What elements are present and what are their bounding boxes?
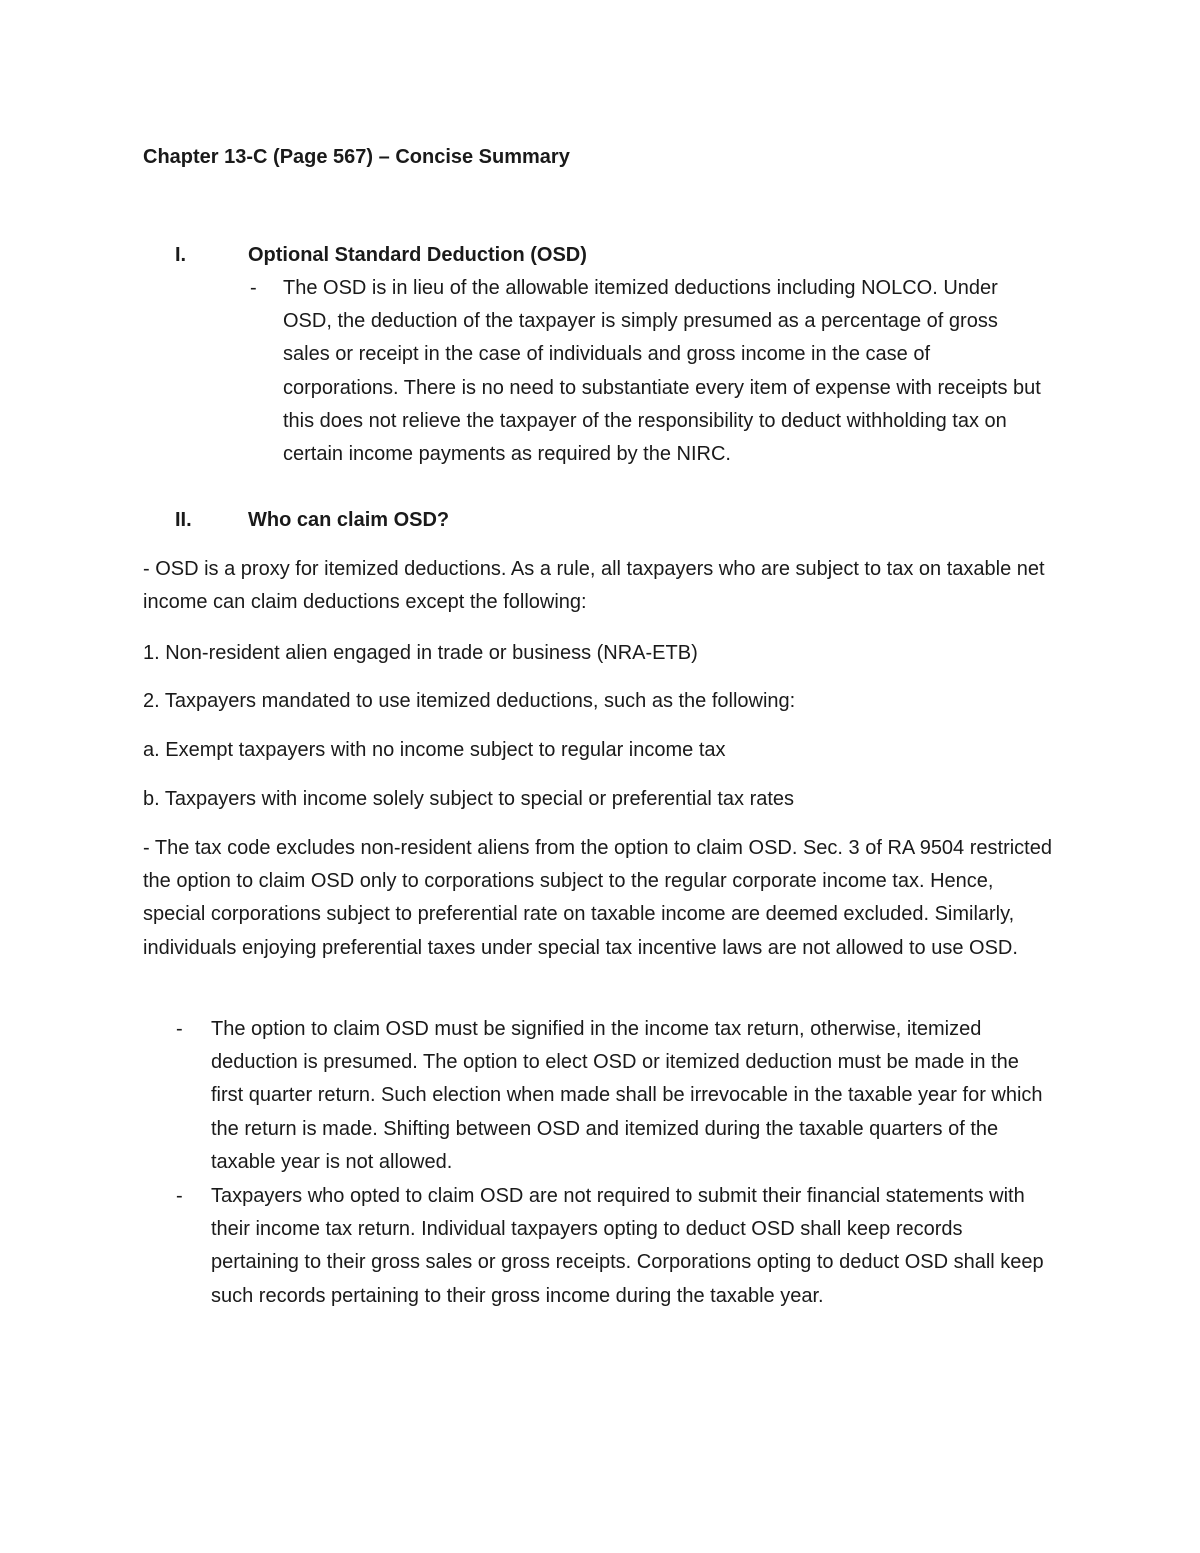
osd-proxy-paragraph: - OSD is a proxy for itemized deductions. As a rule, all taxpayers who are subject to tax on taxable net income can claim deductions except the following: <box>143 558 1045 614</box>
final-bullet-1-marker: - <box>176 1018 183 1040</box>
section-1-numeral: I. <box>175 244 187 266</box>
section-1-heading: Optional Standard Deduction (OSD) <box>248 244 587 266</box>
exception-item-b: b. Taxpayers with income solely subject to special or preferential tax rates <box>143 788 795 810</box>
page-title: Chapter 13-C (Page 567) – Concise Summary <box>143 146 570 168</box>
exception-item-a: a. Exempt taxpayers with no income subject to regular income tax <box>143 739 726 761</box>
exception-item-1: 1. Non-resident alien engaged in trade or business (NRA-ETB) <box>143 642 698 664</box>
section-1-bullet-text: The OSD is in lieu of the allowable itemized deductions including NOLCO. Under OSD, the deduction of the taxpayer is simply presumed as a percentage of gross sales or receipt in the case of individuals and gross income in the case of corporations. There is no need to substantiate every item of expense with receipts but this does not relieve the taxpayer of the responsibility to deduct withholding tax on certain income payments as required by the NIRC. <box>283 277 1041 466</box>
section-2-heading: Who can claim OSD? <box>248 509 450 531</box>
exception-item-2: 2. Taxpayers mandated to use itemized deductions, such as the following: <box>143 690 796 712</box>
tax-code-paragraph: - The tax code excludes non-resident aliens from the option to claim OSD. Sec. 3 of RA 9504 restricted the option to claim OSD only to corporations subject to the regular corporate income tax. Hence, special corporations subject to preferential rate on taxable income are deemed excluded. Similarly, individuals enjoying preferential taxes under special tax incentive laws are not allowed to use OSD. <box>143 837 1052 959</box>
final-bullet-1-text: The option to claim OSD must be signified in the income tax return, otherwise, itemized deduction is presumed. The option to elect OSD or itemized deduction must be made in the first quarter return. Such election when made shall be irrevocable in the taxable year for which the return is made. Shifting between OSD and itemized during the taxable quarters of the taxable year is not allowed. <box>211 1018 1043 1173</box>
section-2-numeral: II. <box>175 509 192 531</box>
final-bullet-2-marker: - <box>176 1185 183 1207</box>
final-bullet-2-text: Taxpayers who opted to claim OSD are not required to submit their financial statements with their income tax return. Individual taxpayers opting to deduct OSD shall keep records pertaining to their gross sales or gross receipts. Corporations opting to deduct OSD shall keep such records pertaining to their gross income during the taxable year. <box>211 1185 1044 1307</box>
section-1-bullet-marker: - <box>250 277 257 299</box>
